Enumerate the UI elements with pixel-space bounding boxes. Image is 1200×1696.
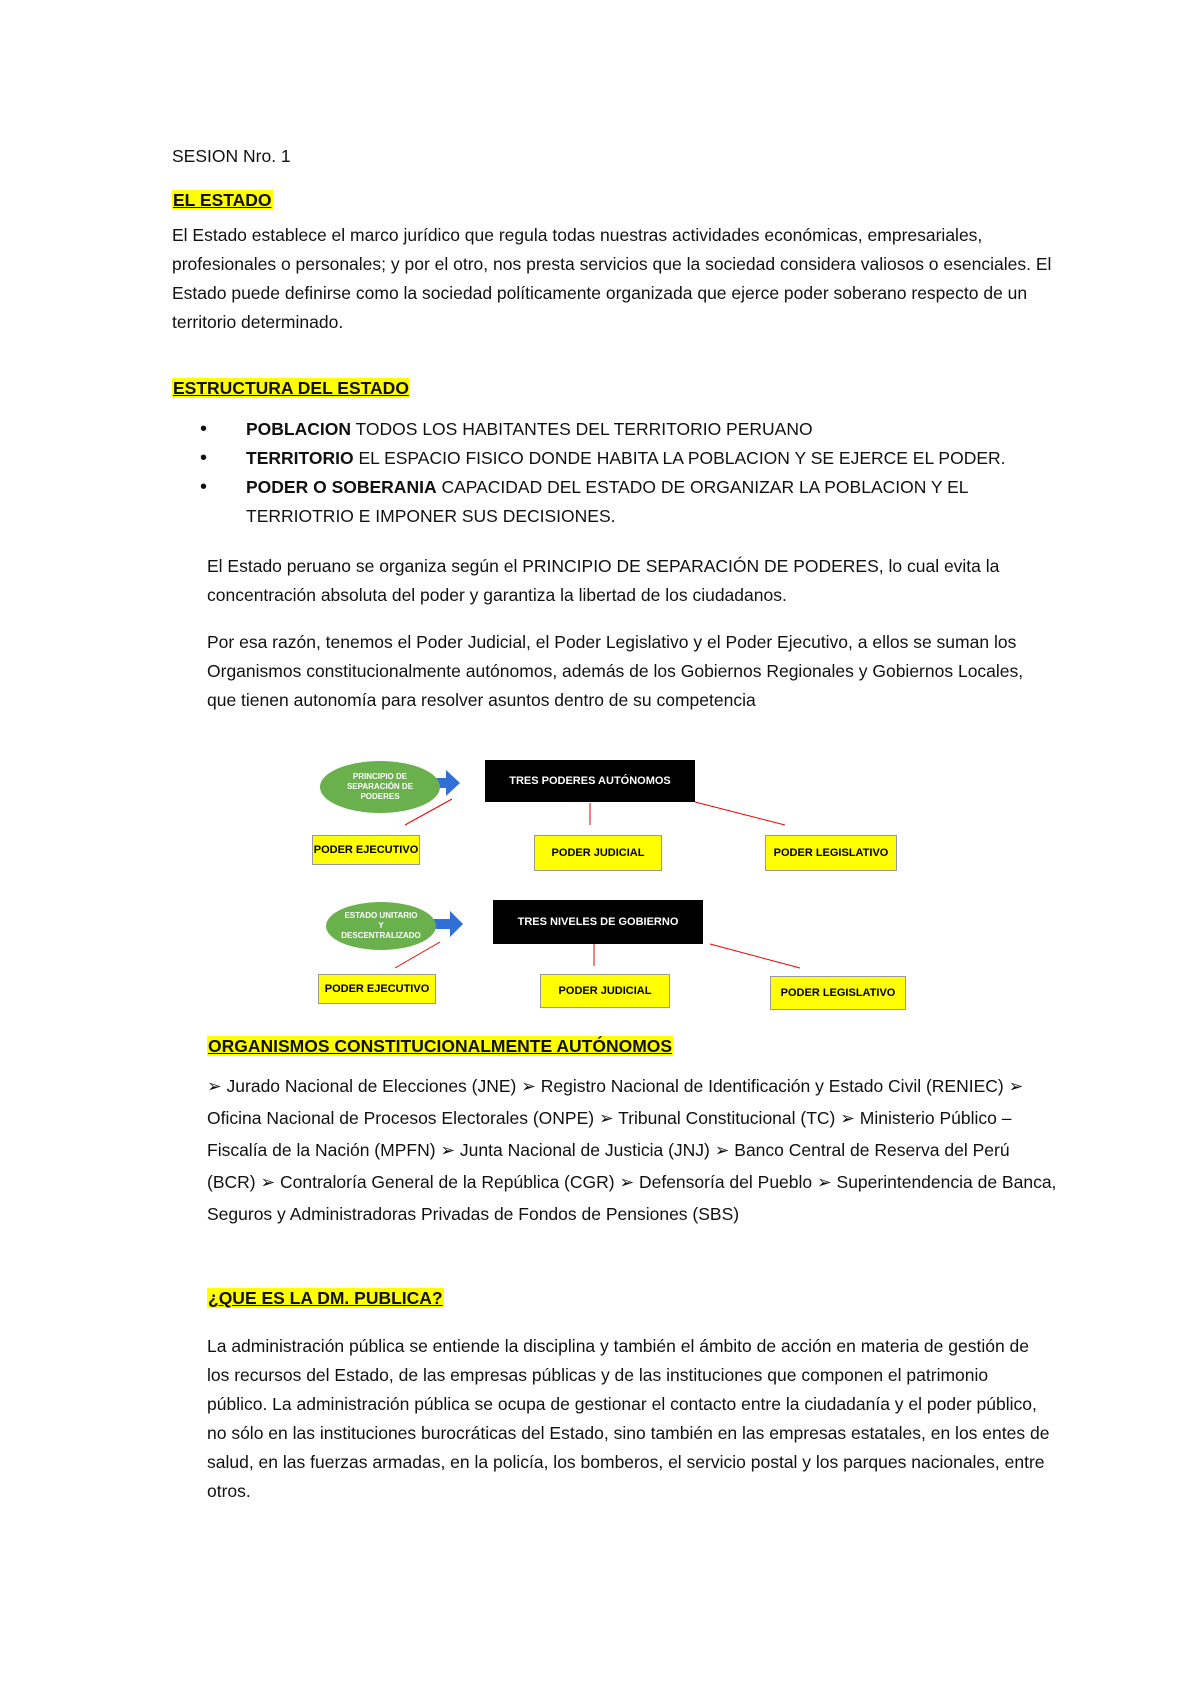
- connector-line: [695, 802, 785, 825]
- organismos-list: ➢ Jurado Nacional de Elecciones (JNE) ➢ Registro Nacional de Identificación y Estado Civil (RENIEC) ➢ Oficina Nacional de Procesos Electorales (ONPE) ➢ Tribunal Constitucional (TC) ➢ Ministerio Público – Fiscalía de la Nación (MPFN) ➢ Junta Nacional de Justicia (JNJ) ➢ Banco Central de Reserva del Perú (BCR) ➢ Contraloría General de la República (CGR) ➢ Defensoría del Pueblo ➢ Superintendencia de Banca, Seguros y Administradoras Privadas de Fondos de Pensiones (SBS): [207, 1076, 1057, 1224]
- bullet-icon: •: [200, 476, 208, 498]
- principle-oval: PRINCIPIO DE SEPARACIÓN DE PODERES: [320, 761, 440, 813]
- heading-organismos: ORGANISMOS CONSTITUCIONALMENTE AUTÓNOMOS: [208, 1036, 673, 1056]
- session-label: SESION Nro. 1: [172, 146, 291, 166]
- box-poder-legislativo: PODER LEGISLATIVO: [765, 835, 897, 871]
- list-item: • POBLACION TODOS LOS HABITANTES DEL TERRITORIO PERUANO: [200, 415, 1050, 444]
- box-poder-judicial: PODER JUDICIAL: [540, 974, 670, 1008]
- intro-paragraph: El Estado establece el marco jurídico que regula todas nuestras actividades económicas, empresariales, profesionales o personales; y por el otro, nos presta servicios que la sociedad considera valiosos o esenciales. El Estado puede definirse como la sociedad políticamente organizada que ejerce poder soberano respecto de un territorio determinado.: [172, 225, 1052, 332]
- box-poder-ejecutivo: PODER EJECUTIVO: [318, 974, 436, 1004]
- list-item: • PODER O SOBERANIA CAPACIDAD DEL ESTADO DE ORGANIZAR LA POBLACION Y EL TERRIOTRIO E IMPONER SUS DECISIONES.: [200, 473, 1050, 531]
- structure-list: [200, 415, 1050, 531]
- list-item: • TERRITORIO EL ESPACIO FISICO DONDE HABITA LA POBLACION Y SE EJERCE EL PODER.: [200, 444, 1050, 473]
- heading-estructura: ESTRUCTURA DEL ESTADO: [173, 378, 409, 398]
- heading-el-estado: EL ESTADO: [173, 190, 272, 210]
- box-poder-legislativo: PODER LEGISLATIVO: [770, 976, 906, 1010]
- connector-line: [710, 944, 800, 968]
- box-poder-judicial: PODER JUDICIAL: [534, 835, 662, 871]
- razon-paragraph: Por esa razón, tenemos el Poder Judicial, el Poder Legislativo y el Poder Ejecutivo, a ellos se suman los Organismos constitucionalmente autónomos, además de los Gobiernos Regionales y Gobiernos Locales, que tienen autonomía para resolver asuntos dentro de su competencia: [207, 632, 1024, 710]
- principle-oval: ESTADO UNITARIO Y DESCENTRALIZADO: [326, 902, 436, 950]
- separation-diagram: [300, 755, 920, 885]
- box-poder-ejecutivo: PODER EJECUTIVO: [312, 835, 420, 865]
- admin-paragraph: La administración pública se entiende la disciplina y también el ámbito de acción en materia de gestión de los recursos del Estado, de las empresas públicas y de las instituciones que componen el patrimonio público. La administración pública se ocupa de gestionar el contacto entre la ciudadanía y el poder público, no sólo en las instituciones burocráticas del Estado, sino también en las empresas estatales, en los entes de salud, en las fuerzas armadas, en la policía, los bomberos, el servicio postal y los parques nacionales, entre otros.: [207, 1336, 1050, 1501]
- main-box: TRES PODERES AUTÓNOMOS: [485, 760, 695, 802]
- heading-adm-publica: ¿QUE ES LA DM. PUBLICA?: [208, 1288, 443, 1308]
- principio-paragraph: El Estado peruano se organiza según el PRINCIPIO DE SEPARACIÓN DE PODERES, lo cual evita la concentración absoluta del poder y garantiza la libertad de los ciudadanos.: [207, 556, 1000, 605]
- bullet-icon: •: [200, 447, 208, 469]
- government-levels-diagram: [300, 898, 920, 1028]
- bullet-icon: •: [200, 418, 208, 440]
- main-box: TRES NIVELES DE GOBIERNO: [493, 900, 703, 944]
